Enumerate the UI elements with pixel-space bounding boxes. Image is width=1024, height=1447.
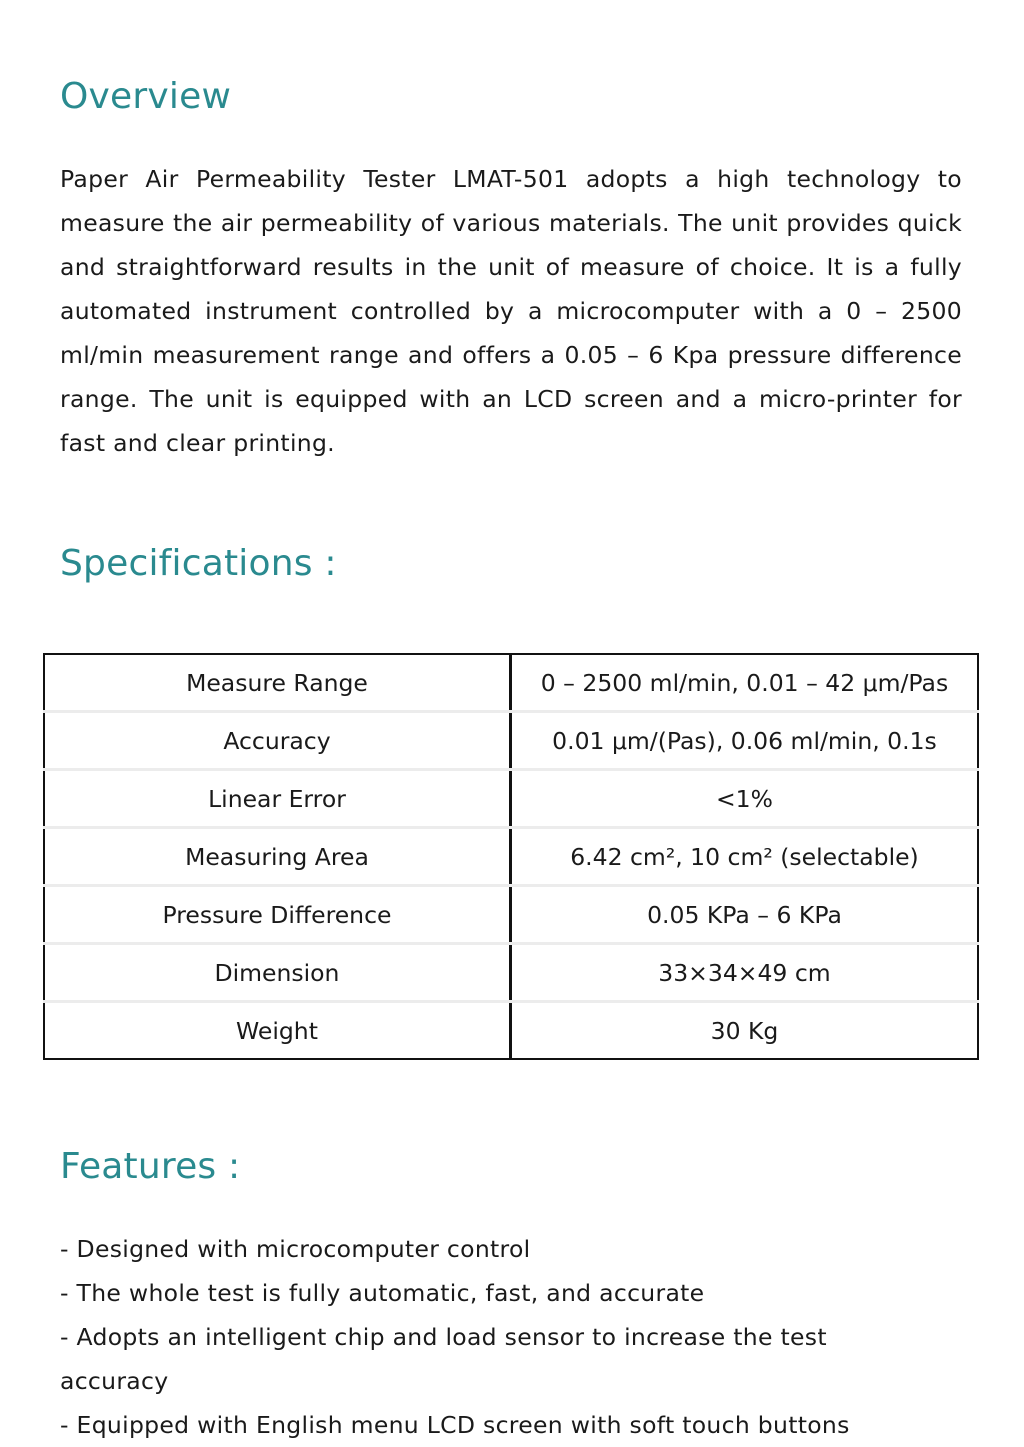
spec-value: 6.42 cm², 10 cm² (selectable) xyxy=(510,828,978,886)
table-row xyxy=(44,770,978,828)
list-item: - Adopts an intelligent chip and load sensor to increase the test accuracy xyxy=(60,1323,827,1395)
spec-label: Weight xyxy=(44,1002,510,1060)
spec-value: 0.01 μm/(Pas), 0.06 ml/min, 0.1s xyxy=(510,712,978,770)
table-row xyxy=(44,1002,978,1060)
list-item: - The whole test is fully automatic, fast, and accurate xyxy=(60,1279,705,1307)
spec-value: <1% xyxy=(510,770,978,828)
spec-label: Pressure Difference xyxy=(44,886,510,944)
overview-heading: Overview xyxy=(60,76,232,117)
list-item: - Equipped with English menu LCD screen with soft touch buttons xyxy=(60,1411,850,1439)
list-item: - Designed with microcomputer control xyxy=(60,1235,531,1263)
spec-label: Linear Error xyxy=(44,770,510,828)
spec-label: Measure Range xyxy=(44,654,510,712)
spec-value: 30 Kg xyxy=(710,1016,779,1045)
table-row xyxy=(44,712,978,770)
spec-label: Dimension xyxy=(44,944,510,1002)
features-list xyxy=(60,1227,940,1447)
spec-value: 0.05 KPa – 6 KPa xyxy=(510,886,978,944)
spec-label: Measuring Area xyxy=(44,828,510,886)
specifications-heading: Specifications : xyxy=(60,543,337,584)
features-heading: Features : xyxy=(60,1146,241,1187)
spec-value: 33×34×49 cm xyxy=(510,944,978,1002)
table-row xyxy=(44,886,978,944)
table-row xyxy=(44,654,978,712)
spec-label: Accuracy xyxy=(44,712,510,770)
specifications-table xyxy=(43,653,979,1060)
overview-paragraph: Paper Air Permeability Tester LMAT-501 adopts a high technology to measure the air permeability of various materials. The unit provides quick and straightforward results in the unit of measure of choice. It is a fully automated instrument controlled by a microcomputer with a 0 – 2500 ml/min measurement range and offers a 0.05 – 6 Kpa pressure difference range. The unit is equipped with an LCD screen and a micro-printer for fast and clear printing. xyxy=(60,165,962,457)
spec-value: 0 – 2500 ml/min, 0.01 – 42 μm/Pas xyxy=(510,654,978,712)
table-row xyxy=(44,828,978,886)
table-row xyxy=(44,944,978,1002)
